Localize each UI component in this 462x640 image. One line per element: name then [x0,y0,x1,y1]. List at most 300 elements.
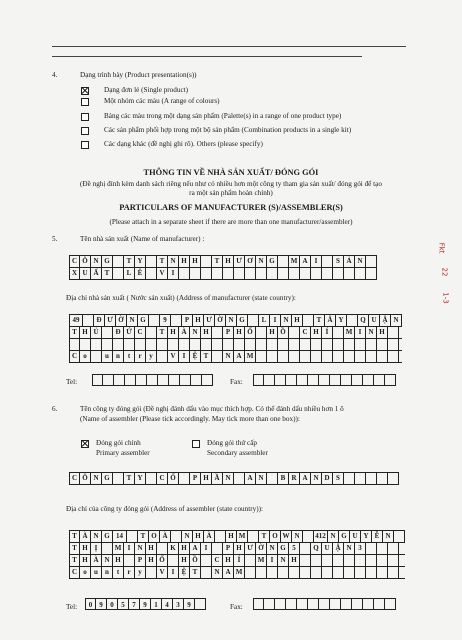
grid-cell[interactable] [300,567,311,578]
grid-cell[interactable]: N [127,315,138,326]
grid-cell[interactable]: G [102,473,113,484]
grid-cell[interactable] [267,567,278,578]
grid-cell[interactable]: I [168,268,179,279]
digit-box[interactable] [264,374,275,386]
grid-cell[interactable] [146,567,157,578]
grid-cell[interactable]: Ả [344,256,355,267]
grid-cell[interactable]: H [146,555,157,566]
digit-box[interactable] [275,598,286,610]
digit-box[interactable] [341,374,352,386]
grid-cell[interactable]: T [314,315,325,326]
grid-cell[interactable]: N [256,473,267,484]
grid-cell[interactable] [300,555,311,566]
digit-box[interactable] [286,598,297,610]
grid-cell[interactable] [300,543,311,554]
grid-cell[interactable]: I [311,256,322,267]
grid-cell[interactable]: Ư [105,315,116,326]
grid-cell[interactable]: H [179,256,190,267]
digit-box[interactable] [191,374,202,386]
grid-cell[interactable] [146,473,157,484]
grid-cell[interactable]: N [223,351,234,362]
grid-cell[interactable]: P [190,473,201,484]
grid-cell[interactable]: M [344,327,355,338]
digit-box[interactable] [341,598,352,610]
digit-box[interactable] [363,598,374,610]
grid-cell[interactable] [102,543,113,554]
grid-cell[interactable]: 412 [314,531,328,542]
digit-box[interactable] [330,374,341,386]
grid-cell[interactable]: C [69,567,80,578]
grid-cell[interactable]: N [292,531,303,542]
grid-cell[interactable] [146,256,157,267]
grid-cell[interactable] [91,351,102,362]
grid-cell[interactable] [157,351,168,362]
grid-cell[interactable]: Ư [234,256,245,267]
grid-cell[interactable]: H [201,327,212,338]
grid-cell[interactable] [322,268,333,279]
grid-cell[interactable] [267,339,278,350]
grid-cell[interactable] [322,351,333,362]
primary-assembler-checkbox[interactable] [81,440,89,448]
grid-cell[interactable]: I [168,567,179,578]
grid-cell[interactable] [201,256,212,267]
grid-cell[interactable] [190,339,201,350]
grid-cell[interactable]: N [256,256,267,267]
grid-cell[interactable] [366,543,377,554]
grid-cell[interactable]: T [69,543,80,554]
digit-box[interactable]: 9 [96,598,107,610]
grid-cell[interactable] [366,268,377,279]
grid-cell[interactable] [278,351,289,362]
grid-cell[interactable] [289,567,300,578]
grid-cell[interactable]: I [267,555,278,566]
grid-cell[interactable] [300,351,311,362]
grid-cell[interactable]: P [223,327,234,338]
grid-cell[interactable] [168,555,179,566]
grid-cell[interactable]: Ờ [215,315,226,326]
grid-cell[interactable]: T [138,531,149,542]
grid-cell[interactable]: Q [311,543,322,554]
grid-cell[interactable] [289,339,300,350]
digit-box[interactable] [264,598,275,610]
grid-cell[interactable]: V [157,268,168,279]
grid-cell[interactable]: H [234,327,245,338]
presentation-option-checkbox[interactable] [81,113,89,121]
grid-cell[interactable] [245,339,256,350]
grid-cell[interactable] [347,315,358,326]
grid-cell[interactable]: H [292,315,303,326]
digit-box[interactable] [319,374,330,386]
grid-cell[interactable] [333,567,344,578]
grid-cell[interactable]: N [383,531,394,542]
grid-cell[interactable] [91,339,102,350]
grid-cell[interactable] [179,339,190,350]
grid-cell[interactable]: T [259,531,270,542]
digit-box[interactable] [125,374,136,386]
grid-cell[interactable] [344,351,355,362]
digit-box[interactable]: 7 [129,598,140,610]
grid-cell[interactable]: N [281,315,292,326]
grid-cell[interactable] [248,315,259,326]
grid-cell[interactable] [127,531,138,542]
grid-cell[interactable] [344,555,355,566]
grid-cell[interactable] [267,268,278,279]
grid-cell[interactable] [388,473,399,484]
grid-cell[interactable] [171,315,182,326]
grid-cell[interactable] [355,339,366,350]
digit-box[interactable] [92,374,103,386]
grid-cell[interactable]: 5 [289,543,300,554]
grid-cell[interactable] [311,339,322,350]
grid-cell[interactable] [333,327,344,338]
grid-cell[interactable]: D [322,473,333,484]
digit-box[interactable]: 5 [118,598,129,610]
digit-box[interactable] [158,374,169,386]
grid-cell[interactable]: Y [361,531,372,542]
grid-cell[interactable]: H [179,543,190,554]
grid-cell[interactable]: X [69,268,80,279]
grid-cell[interactable] [311,351,322,362]
grid-cell[interactable]: Í [234,555,245,566]
grid-cell[interactable]: H [234,543,245,554]
grid-cell[interactable] [344,567,355,578]
grid-cell[interactable] [377,543,388,554]
digit-box[interactable] [195,598,206,610]
grid-cell[interactable] [212,351,223,362]
presentation-option-checkbox[interactable] [81,141,89,149]
grid-cell[interactable] [322,555,333,566]
grid-cell[interactable] [355,351,366,362]
grid-cell[interactable] [366,567,377,578]
grid-cell[interactable]: Ờ [116,315,127,326]
grid-cell[interactable]: H [289,555,300,566]
grid-cell[interactable]: T [69,531,80,542]
grid-cell[interactable] [212,339,223,350]
grid-cell[interactable] [388,555,399,566]
grid-cell[interactable] [179,268,190,279]
grid-cell[interactable]: r [135,351,146,362]
grid-cell[interactable]: T [157,256,168,267]
grid-cell[interactable]: N [328,531,339,542]
grid-cell[interactable] [102,339,113,350]
grid-cell[interactable] [300,268,311,279]
grid-cell[interactable]: S [333,473,344,484]
grid-cell[interactable]: C [69,473,80,484]
grid-cell[interactable] [355,567,366,578]
grid-cell[interactable]: A [300,256,311,267]
grid-cell[interactable] [303,531,314,542]
grid-cell[interactable]: À [91,555,102,566]
grid-cell[interactable]: Ổ [168,473,179,484]
grid-cell[interactable]: H [377,327,388,338]
grid-cell[interactable]: C [69,351,80,362]
grid-cell[interactable] [322,567,333,578]
grid-cell[interactable] [157,543,168,554]
grid-cell[interactable] [201,268,212,279]
digit-box[interactable] [136,374,147,386]
grid-cell[interactable] [157,339,168,350]
grid-cell[interactable]: H [223,555,234,566]
grid-cell[interactable] [245,555,256,566]
grid-cell[interactable]: T [212,256,223,267]
grid-cell[interactable]: Ủ [91,327,102,338]
grid-cell[interactable]: Ễ [372,531,383,542]
grid-cell[interactable]: I [355,327,366,338]
digit-box[interactable] [352,374,363,386]
grid-cell[interactable] [212,268,223,279]
grid-cell[interactable] [245,567,256,578]
grid-cell[interactable]: S [333,256,344,267]
grid-cell[interactable]: H [168,327,179,338]
grid-cell[interactable] [212,327,223,338]
grid-cell[interactable]: A [245,473,256,484]
grid-cell[interactable]: N [226,315,237,326]
manufacturer-fax-field[interactable] [253,374,396,386]
grid-cell[interactable]: y [135,567,146,578]
grid-cell[interactable]: Ê [135,268,146,279]
grid-cell[interactable]: T [190,567,201,578]
grid-cell[interactable]: À [179,327,190,338]
grid-cell[interactable]: H [193,315,204,326]
manufacturer-name-grid[interactable] [69,255,377,280]
grid-cell[interactable] [388,351,399,362]
grid-cell[interactable]: T [157,327,168,338]
grid-cell[interactable]: T [69,555,80,566]
assembler-address-grid[interactable] [69,530,405,579]
grid-cell[interactable] [355,555,366,566]
grid-cell[interactable] [113,473,124,484]
grid-cell[interactable]: Ấ [91,268,102,279]
grid-cell[interactable]: N [278,555,289,566]
grid-cell[interactable] [377,351,388,362]
grid-cell[interactable]: L [124,268,135,279]
grid-cell[interactable] [333,339,344,350]
grid-cell[interactable]: T [102,268,113,279]
grid-cell[interactable]: H [80,543,91,554]
grid-cell[interactable]: 14 [113,531,127,542]
grid-cell[interactable]: Y [135,256,146,267]
digit-box[interactable]: 0 [107,598,118,610]
grid-cell[interactable]: A [223,567,234,578]
grid-cell[interactable] [311,555,322,566]
grid-cell[interactable]: C [212,555,223,566]
grid-cell[interactable]: T [201,351,212,362]
grid-cell[interactable]: N [355,256,366,267]
grid-cell[interactable]: Ố [157,555,168,566]
grid-cell[interactable]: P [182,315,193,326]
grid-cell[interactable] [278,268,289,279]
digit-box[interactable]: 3 [173,598,184,610]
grid-cell[interactable] [289,351,300,362]
grid-cell[interactable] [146,268,157,279]
grid-cell[interactable] [303,315,314,326]
grid-cell[interactable]: Đ [94,315,105,326]
digit-box[interactable] [297,374,308,386]
grid-cell[interactable] [377,339,388,350]
digit-box[interactable] [374,598,385,610]
grid-cell[interactable]: Ệ [190,351,201,362]
grid-cell[interactable] [366,351,377,362]
grid-cell[interactable]: N [344,543,355,554]
digit-box[interactable] [319,598,330,610]
grid-cell[interactable] [245,268,256,279]
grid-cell[interactable]: Ậ [333,543,344,554]
grid-cell[interactable]: Ứ [124,327,135,338]
grid-cell[interactable]: o [80,351,91,362]
grid-cell[interactable]: H [80,555,91,566]
grid-cell[interactable]: T [69,327,80,338]
digit-box[interactable] [253,374,264,386]
grid-cell[interactable] [212,543,223,554]
digit-box[interactable] [297,598,308,610]
grid-cell[interactable]: G [102,256,113,267]
grid-cell[interactable] [102,327,113,338]
digit-box[interactable] [103,374,114,386]
grid-cell[interactable]: K [168,543,179,554]
grid-cell[interactable]: W [281,531,292,542]
grid-cell[interactable] [113,268,124,279]
grid-cell[interactable]: M [289,256,300,267]
grid-cell[interactable]: N [190,327,201,338]
grid-cell[interactable]: N [91,473,102,484]
grid-cell[interactable]: Ị [91,543,102,554]
grid-cell[interactable] [113,339,124,350]
grid-cell[interactable] [388,327,399,338]
grid-cell[interactable] [366,473,377,484]
grid-cell[interactable]: Q [358,315,369,326]
grid-cell[interactable]: Ệ [179,567,190,578]
grid-cell[interactable]: À [160,531,171,542]
digit-box[interactable] [330,598,341,610]
grid-cell[interactable] [256,351,267,362]
grid-cell[interactable]: Y [336,315,347,326]
grid-cell[interactable]: C [300,327,311,338]
grid-cell[interactable]: H [223,256,234,267]
grid-cell[interactable] [256,567,267,578]
grid-cell[interactable]: H [113,555,124,566]
grid-cell[interactable]: n [113,351,124,362]
grid-cell[interactable]: Đ [113,327,124,338]
digit-box[interactable]: 9 [184,598,195,610]
grid-cell[interactable] [289,327,300,338]
grid-cell[interactable]: L [259,315,270,326]
grid-cell[interactable] [190,268,201,279]
grid-cell[interactable]: N [366,327,377,338]
grid-cell[interactable] [300,339,311,350]
grid-cell[interactable] [377,567,388,578]
grid-cell[interactable] [256,268,267,279]
grid-cell[interactable]: O [149,531,160,542]
grid-cell[interactable]: Ô [80,473,91,484]
grid-cell[interactable]: H [226,531,237,542]
digit-box[interactable]: 1 [151,598,162,610]
digit-box[interactable] [352,598,363,610]
grid-cell[interactable] [311,567,322,578]
grid-cell[interactable]: C [135,327,146,338]
grid-cell[interactable]: I [270,315,281,326]
grid-cell[interactable] [322,256,333,267]
grid-cell[interactable] [267,351,278,362]
grid-cell[interactable] [124,339,135,350]
grid-cell[interactable] [311,268,322,279]
grid-cell[interactable] [179,473,190,484]
grid-cell[interactable]: 9 [160,315,171,326]
grid-cell[interactable]: M [256,555,267,566]
digit-box[interactable]: 9 [140,598,151,610]
grid-cell[interactable]: C [69,256,80,267]
manufacturer-tel-field[interactable] [92,374,213,386]
grid-cell[interactable]: H [193,531,204,542]
grid-cell[interactable] [377,555,388,566]
digit-box[interactable]: 0 [85,598,96,610]
grid-cell[interactable]: T [124,473,135,484]
digit-box[interactable] [147,374,158,386]
digit-box[interactable] [169,374,180,386]
grid-cell[interactable]: H [201,473,212,484]
grid-cell[interactable]: P [135,555,146,566]
grid-cell[interactable]: B [278,473,289,484]
grid-cell[interactable] [215,531,226,542]
grid-cell[interactable] [289,268,300,279]
grid-cell[interactable]: N [212,567,223,578]
digit-box[interactable] [275,374,286,386]
grid-cell[interactable]: H [311,327,322,338]
grid-cell[interactable] [256,327,267,338]
grid-cell[interactable]: T [124,256,135,267]
grid-cell[interactable] [168,339,179,350]
grid-cell[interactable]: H [146,543,157,554]
digit-box[interactable] [308,374,319,386]
grid-cell[interactable]: O [270,531,281,542]
grid-cell[interactable]: Ờ [256,543,267,554]
grid-cell[interactable]: Ồ [190,555,201,566]
grid-cell[interactable] [146,327,157,338]
grid-cell[interactable]: u [102,351,113,362]
grid-cell[interactable] [248,531,259,542]
grid-cell[interactable]: r [124,567,135,578]
grid-cell[interactable] [201,339,212,350]
grid-cell[interactable]: Ơ [245,256,256,267]
grid-cell[interactable]: Â [325,315,336,326]
grid-cell[interactable] [223,268,234,279]
grid-cell[interactable]: H [190,256,201,267]
grid-cell[interactable] [171,531,182,542]
grid-cell[interactable]: I [201,543,212,554]
grid-cell[interactable]: U [350,531,361,542]
grid-cell[interactable] [146,339,157,350]
grid-cell[interactable]: A [300,473,311,484]
assembler-tel-field[interactable] [85,598,206,610]
grid-cell[interactable] [267,473,278,484]
grid-cell[interactable] [333,555,344,566]
grid-cell[interactable] [278,256,289,267]
digit-box[interactable] [308,598,319,610]
grid-cell[interactable]: Ô [80,256,91,267]
grid-cell[interactable]: I [179,351,190,362]
grid-cell[interactable] [234,268,245,279]
grid-cell[interactable]: N [311,473,322,484]
grid-cell[interactable] [344,339,355,350]
grid-cell[interactable] [366,555,377,566]
grid-cell[interactable]: A [190,543,201,554]
grid-cell[interactable] [278,339,289,350]
grid-cell[interactable]: G [102,531,113,542]
grid-cell[interactable]: N [223,473,234,484]
grid-cell[interactable]: H [80,327,91,338]
grid-cell[interactable]: H [179,555,190,566]
grid-cell[interactable] [388,567,399,578]
grid-cell[interactable]: G [278,543,289,554]
